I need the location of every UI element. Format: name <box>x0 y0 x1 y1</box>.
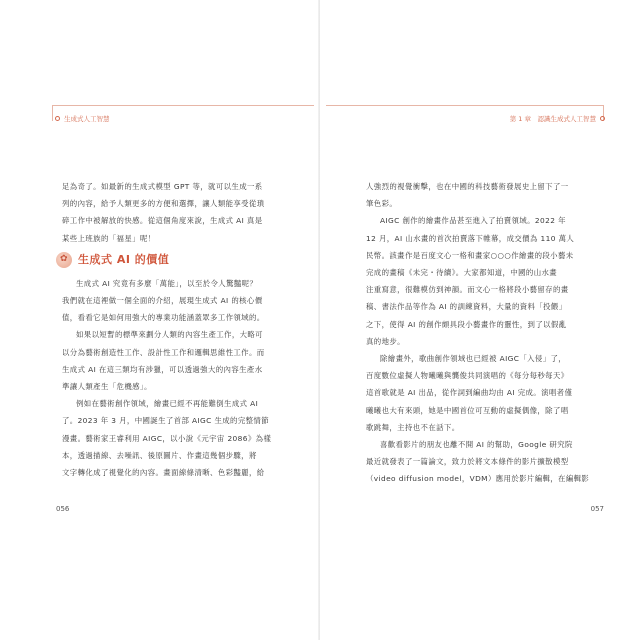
text-line: 曦曦也大有來頭，她是中國首位可互動的虛擬偶像，除了唱 <box>366 405 569 415</box>
text-line: 這首歌就是 AI 出品，從作詞到編曲均由 AI 完成。演唱者僅 <box>366 388 573 398</box>
running-head-left <box>55 114 110 123</box>
running-head-title: 生成式人工智慧 <box>64 115 110 123</box>
text-line: 文字轉化成了視覺化的內容。畫面線條清晰、色彩豔麗，給 <box>62 468 265 478</box>
text-line: 足為奇了。如最新的生成式模型 GPT 等，就可以生成一系 <box>62 182 263 191</box>
text-line: 稿、書法作品等作為 AI 的訓練資料，大量的資料「投餵」 <box>366 302 567 312</box>
text-line: 準讓人類產生「危機感」。 <box>62 382 152 392</box>
text-line: 喜歡看影片的朋友也離不開 AI 的幫助，Google 研究院 <box>380 440 573 450</box>
text-line: 民幣。該畫作是百度文心一格和畫家○○○作繪畫的段小藝未 <box>366 250 574 260</box>
text-line: 漫畫。藝術家王睿利用 AIGC，以小說《元宇宙 2086》為樣 <box>62 433 272 443</box>
text-line: 百度數位虛擬人物曦曦與龔俊共同演唱的《每分每秒每天》 <box>366 371 569 381</box>
text-line: 注重寫意，很難模仿到神韻。而文心一格將段小藝留存的畫 <box>366 285 569 295</box>
text-line: 如果以短暫的標準來劃分人類的內容生產工作，大略可 <box>76 330 263 340</box>
text-line: 最近就發表了一篇論文，致力於將文本條件的影片擴散模型 <box>366 457 569 467</box>
left-body-text <box>62 178 290 481</box>
right-body-text <box>366 178 600 488</box>
text-line: 我們就在這裡做一個全面的介紹，展現生成式 AI 的核心價 <box>62 296 263 306</box>
section-heading-text: 生成式 AI 的價值 <box>78 253 170 267</box>
text-line: 生成式 AI 究竟有多麼「萬能」，以至於令人驚豔呢？ <box>76 278 258 288</box>
text-line: 之下，使得 AI 的創作頗具段小藝畫作的靈性，到了以假亂 <box>366 319 567 329</box>
text-line: 本，透過描線、去噪訊、後原圖片、作畫這幾個步驟，將 <box>62 450 257 460</box>
text-line: 真的地步。 <box>366 336 405 346</box>
running-head-tick <box>52 105 53 121</box>
running-head-right <box>510 114 605 123</box>
text-line: 生成式 AI 在這三類均有涉獵，可以透過強大的內容生產水 <box>62 364 263 374</box>
page-number: 056 <box>56 505 70 513</box>
section-heading <box>56 249 290 271</box>
text-line: 以分為藝術創造性工作、設計性工作和邏輯思維性工作。而 <box>62 347 265 357</box>
circle-icon <box>600 116 605 121</box>
text-line: 列的內容，給予人類更多的方便和選擇，讓人類能享受從瑣 <box>62 199 265 209</box>
text-line: 完成的畫稿《未完・待續》。大家都知道，中國的山水畫 <box>366 268 558 278</box>
page-number: 057 <box>590 505 604 513</box>
right-page <box>320 0 640 640</box>
text-line: 碎工作中被解放的快感。從這個角度來說，生成式 AI 真是 <box>62 216 263 226</box>
circle-icon <box>55 116 60 121</box>
text-line: 人強烈的視覺衝擊，也在中國的科技藝術發展史上留下了一 <box>366 182 569 191</box>
text-line: 筆色彩。 <box>366 199 398 209</box>
text-line: 12 月，AI 山水畫的首次拍賣落下帷幕，成交價為 110 萬人 <box>366 233 575 243</box>
text-line: 某些上班族的「福星」呢！ <box>62 233 156 243</box>
running-head-chapter: 第 1 章 認識生成式人工智慧 <box>509 115 596 123</box>
text-line: 除繪畫外，歌曲創作領域也已經被 AIGC「入侵」了， <box>380 354 567 364</box>
text-line: 值，看看它是如何用強大的專業功能涵蓋眾多工作領域的。 <box>62 313 265 323</box>
brain-icon: ✿ <box>56 252 72 268</box>
text-line: AIGC 創作的繪畫作品甚至進入了拍賣領域。2022 年 <box>380 216 566 226</box>
running-head-rule <box>52 105 314 106</box>
text-line: 了。2023 年 3 月，中國誕生了首部 AIGC 生成的完整情節 <box>62 416 270 426</box>
text-line: （video diffusion model，VDM）應用於影片編輯，在編輯影 <box>366 474 590 484</box>
text-line: 歌跳舞，主持也不在話下。 <box>366 422 460 432</box>
running-head-rule <box>326 105 604 106</box>
text-line: 例如在藝術創作領域，繪畫已經不再能難倒生成式 AI <box>76 399 259 409</box>
